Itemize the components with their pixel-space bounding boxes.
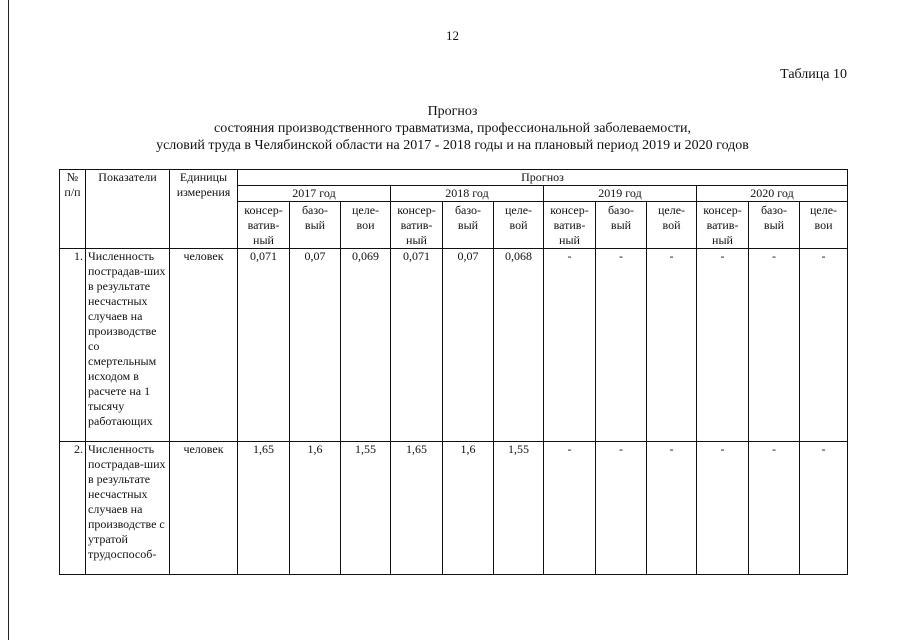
value-cell: 0,071 — [238, 249, 290, 442]
row-number: 1. — [60, 249, 86, 442]
table-row — [60, 249, 848, 442]
value-cell: - — [800, 442, 848, 575]
value-cell: - — [697, 442, 749, 575]
value-cell: 0,069 — [341, 249, 391, 442]
row-number: 2. — [60, 442, 86, 575]
header-scenario: базо-вый — [443, 202, 494, 249]
value-cell: 0,068 — [494, 249, 544, 442]
value-cell: - — [647, 249, 697, 442]
page-left-edge — [8, 0, 9, 640]
header-year-2020: 2020 год — [697, 186, 848, 202]
value-cell: - — [800, 249, 848, 442]
header-num: № п/п — [60, 170, 86, 249]
value-cell: - — [596, 249, 647, 442]
header-scenario: целе-вой — [647, 202, 697, 249]
header-scenario: целе-вои — [341, 202, 391, 249]
value-cell: 1,6 — [443, 442, 494, 575]
value-cell: 1,65 — [238, 442, 290, 575]
table-row — [60, 442, 848, 575]
header-scenario: базо-вый — [290, 202, 341, 249]
header-scenario: консер-ватив-ный — [391, 202, 443, 249]
value-cell: - — [596, 442, 647, 575]
value-cell: 1,6 — [290, 442, 341, 575]
header-units: Единицы измерения — [170, 170, 238, 249]
row-unit: человек — [170, 442, 238, 575]
header-scenario: целе-вой — [494, 202, 544, 249]
value-cell: 0,07 — [290, 249, 341, 442]
header-scenario: целе-вои — [800, 202, 848, 249]
value-cell: - — [544, 442, 596, 575]
value-cell: - — [749, 442, 800, 575]
title-line-3: условий труда в Челябинской области на 2017 - 2018 годы и на плановый период 2019 и 2020 годов — [156, 138, 749, 153]
header-scenario: консер-ватив-ный — [238, 202, 290, 249]
header-year-2018: 2018 год — [391, 186, 544, 202]
value-cell: - — [697, 249, 749, 442]
header-year-2019: 2019 год — [544, 186, 697, 202]
value-cell: - — [544, 249, 596, 442]
value-cell: 1,55 — [341, 442, 391, 575]
value-cell: - — [647, 442, 697, 575]
title-line-1: Прогноз — [427, 104, 478, 119]
header-forecast: Прогноз — [238, 170, 848, 186]
table-label: Таблица 10 — [780, 67, 847, 82]
row-indicator: Численность пострадав-ших в результате несчастных случаев на производстве с утратой трудоспособ- — [86, 442, 170, 575]
header-scenario: базо-вый — [749, 202, 800, 249]
header-year-2017: 2017 год — [238, 186, 391, 202]
header-indicators: Показатели — [86, 170, 170, 249]
forecast-table — [59, 169, 848, 575]
value-cell: - — [749, 249, 800, 442]
row-unit: человек — [170, 249, 238, 442]
value-cell: 1,65 — [391, 442, 443, 575]
header-scenario: базо-вый — [596, 202, 647, 249]
title-line-2: состояния производственного травматизма, профессиональной заболеваемости, — [214, 121, 691, 136]
value-cell: 1,55 — [494, 442, 544, 575]
page-number: 12 — [446, 28, 459, 43]
document-title — [0, 103, 905, 154]
value-cell: 0,071 — [391, 249, 443, 442]
value-cell: 0,07 — [443, 249, 494, 442]
header-scenario: консер-ватив-ный — [544, 202, 596, 249]
row-indicator: Численность пострадав-ших в результате несчастных случаев на производстве со смертельным исходом в расчете на 1 тысячу работающих — [86, 249, 170, 442]
header-scenario: консер-ватив-ный — [697, 202, 749, 249]
